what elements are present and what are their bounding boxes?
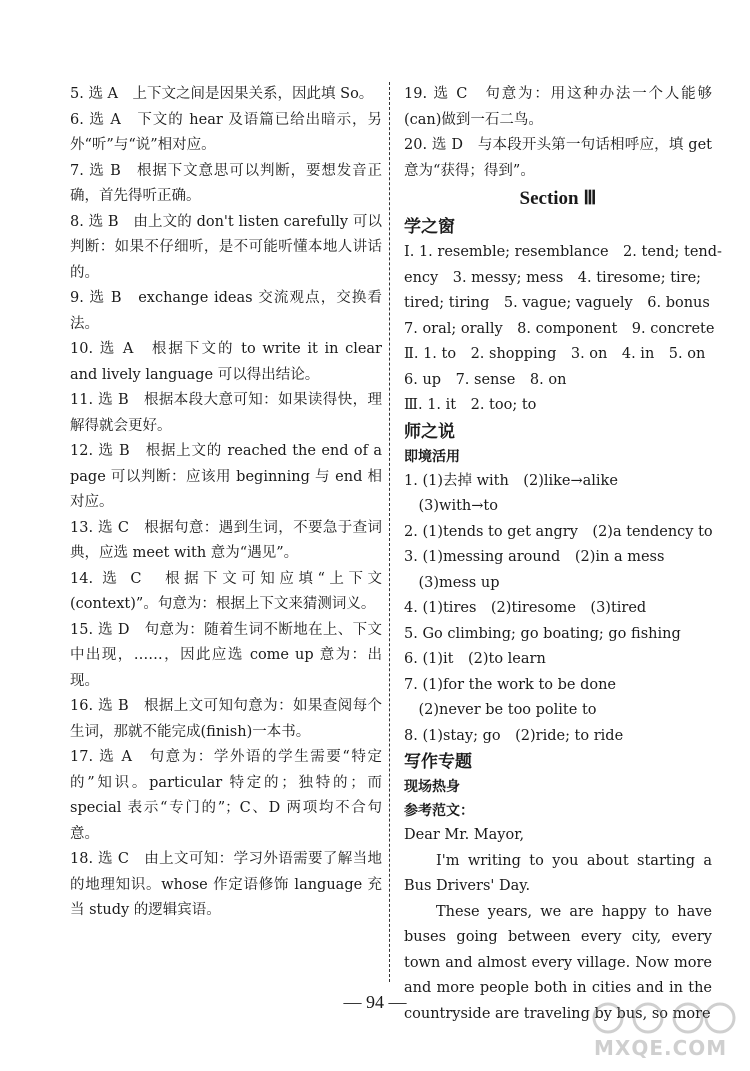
answer-item-12: 12. 选 B 根据上文的 reached the end of a page 可以判断：应该用 beginning 与 end 相对应。 xyxy=(70,443,382,510)
page-number: — 94 — xyxy=(343,992,407,1012)
answer-item-15: 15. 选 D 句意为：随着生词不断地在上、下文中出现，……，因此应选 come up 意为：出现。 xyxy=(70,621,382,689)
xuezhichuang-heading: 学之窗 xyxy=(404,217,455,237)
exercise-line: 8. (1)stay; go (2)ride; to ride xyxy=(404,727,624,744)
exercise-line: (2)never be too polite to xyxy=(404,702,597,718)
answer-item-19: 19. 选 C 句意为：用这种办法一个人能够(can)做到一石二鸟。 xyxy=(404,86,712,128)
answer-item-9: 9. 选 B exchange ideas 交流观点，交换看法。 xyxy=(70,290,382,332)
vocab-line: Ⅰ. 1. resemble; resemblance 2. tend; tend- xyxy=(404,244,722,260)
exercise-line: 7. (1)for the work to be done xyxy=(404,676,617,693)
left-column xyxy=(70,82,382,924)
letter-salutation: Dear Mr. Mayor, xyxy=(404,827,525,843)
vocab-line: 6. up 7. sense 8. on xyxy=(404,371,567,388)
answer-item-10: 10. 选 A 根据下文的 to write it in clear and lively language 可以得出结论。 xyxy=(70,341,382,383)
exercise-line: 1. (1)去掉 with (2)like→alike xyxy=(404,472,618,489)
section-title: Section Ⅲ xyxy=(519,188,597,209)
answer-item-7: 7. 选 B 根据下文意思可以判断，要想发音正确，首先得听正确。 xyxy=(70,162,382,204)
answer-item-13: 13. 选 C 根据句意：遇到生词，不要急于查词典，应选 meet with 意为“遇见”。 xyxy=(70,519,382,561)
exercise-line: (3)mess up xyxy=(404,574,500,591)
warmup-subheading: 现场热身 xyxy=(404,779,460,795)
vocab-line: tired; tiring 5. vague; vaguely 6. bonus xyxy=(404,295,710,311)
answer-item-14: 14. 选 C 根据下文可知应填“上下文(context)”。句意为：根据上下文来猜测词义。 xyxy=(70,570,382,612)
vocab-line: Ⅲ. 1. it 2. too; to xyxy=(404,397,537,413)
jijing-subheading: 即境活用 xyxy=(404,448,460,465)
exercise-line: 2. (1)tends to get angry (2)a tendency to xyxy=(404,523,713,540)
answer-item-20: 20. 选 D 与本段开头第一句话相呼应，填 get 意为“获得；得到”。 xyxy=(404,137,712,179)
exercise-line: 3. (1)messing around (2)in a mess xyxy=(404,549,665,565)
letter-paragraph: I'm writing to you about starting a Bus Drivers' Day. xyxy=(404,852,712,894)
answer-item-6: 6. 选 A 下文的 hear 及语篇已给出暗示，另外“听”与“说”相对应。 xyxy=(70,111,382,153)
answer-item-8: 8. 选 B 由上文的 don't listen carefully 可以判断：如果不仔细听，是不可能听懂本地人讲话的。 xyxy=(70,213,382,281)
exercise-line: (3)with→to xyxy=(404,498,498,514)
letter-paragraph: These years, we are happy to have buses going between every city, every town and almost every village. Now more and more people both in cities and in the countryside are traveling by bus, so more xyxy=(404,903,712,1022)
vocab-line: Ⅱ. 1. to 2. shopping 3. on 4. in 5. on xyxy=(404,346,706,362)
answer-item-11: 11. 选 B 根据本段大意可知：如果读得快，理解得就会更好。 xyxy=(70,392,382,434)
watermark-text: MXQE.COM xyxy=(594,1036,728,1060)
vocab-line: ency 3. messy; mess 4. tiresome; tire; xyxy=(404,269,702,286)
answer-item-16: 16. 选 B 根据上文可知句意为：如果查阅每个生词，那就不能完成(finish)一本书。 xyxy=(70,698,382,740)
sample-label: 参考范文： xyxy=(404,803,474,819)
exercise-line: 6. (1)it (2)to learn xyxy=(404,651,546,667)
answer-watermark-logo-icon xyxy=(588,1000,738,1062)
writing-heading: 写作专题 xyxy=(404,752,472,772)
answer-item-5: 5. 选 A 上下文之间是因果关系，因此填 So。 xyxy=(70,86,374,102)
answer-item-18: 18. 选 C 由上文可知：学习外语需要了解当地的地理知识。whose 作定语修饰 language 充当 study 的逻辑宾语。 xyxy=(70,851,382,918)
right-column xyxy=(404,82,722,1027)
exercise-line: 5. Go climbing; go boating; go fishing xyxy=(404,625,681,642)
shizhishuo-heading: 师之说 xyxy=(404,421,455,442)
exercise-line: 4. (1)tires (2)tiresome (3)tired xyxy=(404,600,647,616)
column-divider xyxy=(389,82,390,982)
answer-item-17: 17. 选 A 句意为：学外语的学生需要“特定的”知识。particular 特定的；独特的；而 special 表示“专门的”；C、D 两项均不合句意。 xyxy=(70,749,382,842)
vocab-line: 7. oral; orally 8. component 9. concrete xyxy=(404,320,715,337)
